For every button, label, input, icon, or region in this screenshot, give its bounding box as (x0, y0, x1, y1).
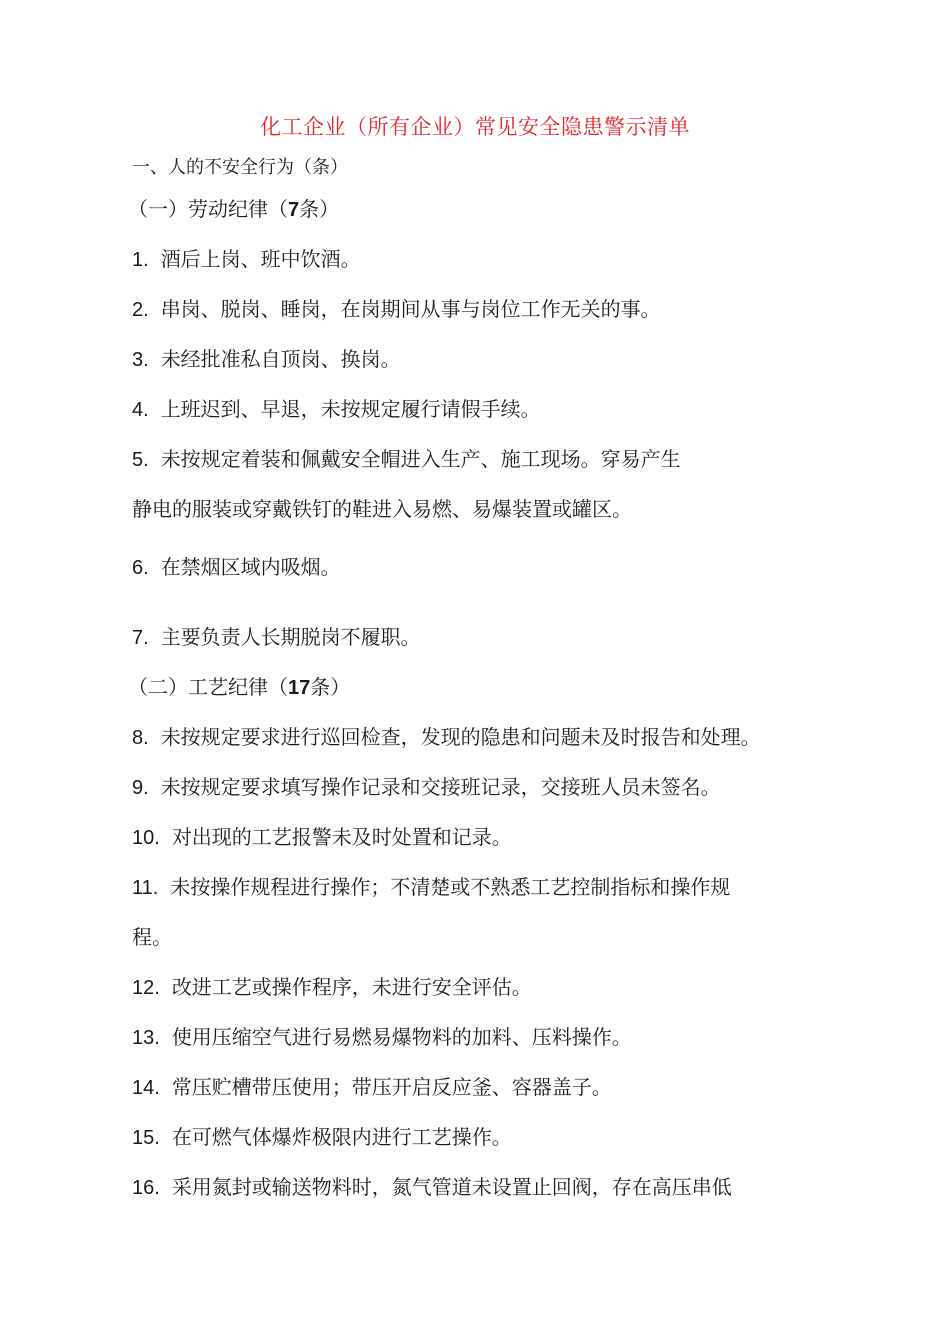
group-heading-labor (128, 193, 339, 222)
list-item (132, 971, 532, 1000)
group-prefix: （二）工艺纪律（ (128, 675, 288, 699)
item-number: 6. (132, 557, 149, 579)
list-item (132, 871, 730, 900)
group-suffix: 条） (310, 675, 351, 699)
group-heading-process (128, 671, 350, 700)
item-number: 12. (132, 977, 160, 999)
item-text: 使用压缩空气进行易燃易爆物料的加料、压料操作。 (171, 1025, 632, 1049)
group-suffix: 条） (299, 197, 340, 221)
item-text: 在禁烟区域内吸烟。 (160, 555, 341, 579)
list-item (132, 1071, 612, 1100)
list-item-continuation: 程。 (132, 925, 172, 949)
group-count: 7 (288, 199, 300, 221)
list-item (132, 821, 512, 850)
item-text: 未按规定着装和佩戴安全帽进入生产、施工现场。穿易产生 (160, 447, 681, 471)
list-item (132, 1121, 512, 1150)
item-text: 串岗、脱岗、睡岗，在岗期间从事与岗位工作无关的事。 (160, 297, 661, 321)
group-count: 17 (288, 677, 311, 699)
item-number: 15. (132, 1127, 160, 1149)
list-item (132, 551, 341, 580)
item-number: 7. (132, 627, 149, 649)
list-item (132, 1171, 732, 1200)
item-text: 主要负责人长期脱岗不履职。 (160, 625, 421, 649)
list-item (132, 393, 541, 422)
item-text: 改进工艺或操作程序，未进行安全评估。 (171, 975, 532, 999)
item-number: 10. (132, 827, 160, 849)
list-item (132, 771, 721, 800)
item-text: 未按规定要求填写操作记录和交接班记录，交接班人员未签名。 (160, 775, 721, 799)
item-number: 13. (132, 1027, 160, 1049)
list-item (132, 621, 421, 650)
item-text: 上班迟到、早退，未按规定履行请假手续。 (160, 397, 541, 421)
list-item (132, 1021, 632, 1050)
group-prefix: （一）劳动纪律（ (128, 197, 288, 221)
document-title: 化工企业（所有企业）常见安全隐患警示清单 (260, 115, 690, 139)
item-number: 16. (132, 1177, 160, 1199)
list-item (132, 721, 761, 750)
item-number: 1. (132, 249, 149, 271)
item-number: 4. (132, 399, 149, 421)
list-item (132, 443, 681, 472)
item-text: 未经批准私自顶岗、换岗。 (160, 347, 401, 371)
item-number: 5. (132, 449, 149, 471)
item-number: 8. (132, 727, 149, 749)
list-item (132, 243, 361, 272)
item-text: 常压贮槽带压使用；带压开启反应釜、容器盖子。 (171, 1075, 612, 1099)
item-text: 未按规定要求进行巡回检查，发现的隐患和问题未及时报告和处理。 (160, 725, 761, 749)
list-item (132, 343, 401, 372)
item-text: 在可燃气体爆炸极限内进行工艺操作。 (171, 1125, 512, 1149)
item-text: 对出现的工艺报警未及时处置和记录。 (171, 825, 512, 849)
item-number: 2. (132, 299, 149, 321)
item-number: 14. (132, 1077, 160, 1099)
item-number: 11. (132, 877, 159, 899)
list-item-continuation: 静电的服装或穿戴铁钉的鞋进入易燃、易爆装置或罐区。 (132, 497, 632, 521)
item-number: 9. (132, 777, 149, 799)
list-item (132, 293, 661, 322)
section-heading: 一、人的不安全行为（条） (132, 157, 348, 178)
item-number: 3. (132, 349, 149, 371)
item-text: 未按操作规程进行操作；不清楚或不熟悉工艺控制指标和操作规 (170, 875, 731, 899)
item-text: 酒后上岗、班中饮酒。 (160, 247, 361, 271)
item-text: 采用氮封或输送物料时，氮气管道未设置止回阀，存在高压串低 (171, 1175, 732, 1199)
